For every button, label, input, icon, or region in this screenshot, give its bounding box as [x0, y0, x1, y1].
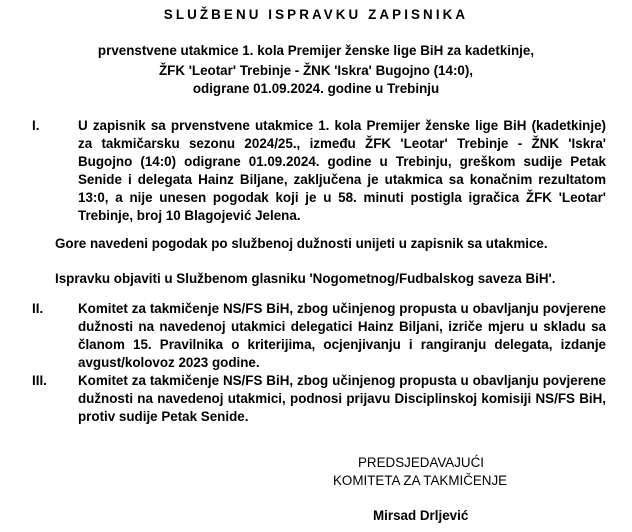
section-3-text: Komitet za takmičenje NS/FS BiH, zbog učinjenog propusta u obavljanju povjerene dužnosti na navedenoj utakmici, podnosi prijavu Disciplinskoj komisiji NS/FS BiH, protiv sudije Petak Senide.	[78, 373, 606, 424]
subtitle-line-1: prvenstvene utakmice 1. kola Premijer ženske lige BiH za kadetkinje,	[97, 43, 535, 58]
section-3-numeral: III.	[32, 373, 47, 388]
subtitle-line-3: odigrane 01.09.2024. godine u Trebinju	[192, 81, 440, 96]
signature-name: Mirsad Drljević	[373, 508, 469, 523]
document-title: SLUŽBENU ISPRAVKU ZAPISNIKA	[163, 7, 469, 22]
section-1-note-1: Gore navedeni pogodak po službenoj dužnosti unijeti u zapisnik sa utakmice.	[55, 236, 548, 251]
subtitle-line-2: ŽFK 'Leotar' Trebinje - ŽNK 'Iskra' Bugojno (14:0),	[158, 63, 474, 78]
signature-role-line-2: KOMITETA ZA TAKMIČENJE	[333, 473, 508, 488]
section-2-text: Komitet za takmičenje NS/FS BiH, zbog učinjenog propusta u obavljanju povjerene dužnosti na navedenoj utakmici delegatici Hainz Biljani, izriče mjeru u skladu sa članom 15. Pravilnika o kriterijima, ocjenjivanju i rangiranju delegata, izdanje avgust/kolovoz 2023 godine.	[78, 301, 606, 370]
section-1-text: U zapisnik sa prvenstvene utakmice 1. kola Premijer ženske lige BiH (kadetkinje) za takmičarsku sezonu 2024/25., između ŽFK 'Leotar' Trebinje - ŽNK 'Iskra' Bugojno (14:0) odigrane 01.09.2024. godine u Trebinju, greškom sudije Petak Senide i delegata Hainz Biljane, zaključena je utakmica sa konačnim rezultatom 13:0, a nije unesen pogodak koji je u 58. minuti postigla igračica ŽFK 'Leotar' Trebinje, broj 10 Blagojević Jelena.	[78, 118, 606, 223]
section-1-note-2: Ispravku objaviti u Službenom glasniku 'Nogometnog/Fudbalskog saveza BiH'.	[55, 271, 556, 286]
section-2-numeral: II.	[32, 301, 44, 316]
signature-role-line-1: PREDSJEDAVAJUĆI	[358, 455, 484, 470]
section-1-numeral: I.	[32, 118, 40, 133]
